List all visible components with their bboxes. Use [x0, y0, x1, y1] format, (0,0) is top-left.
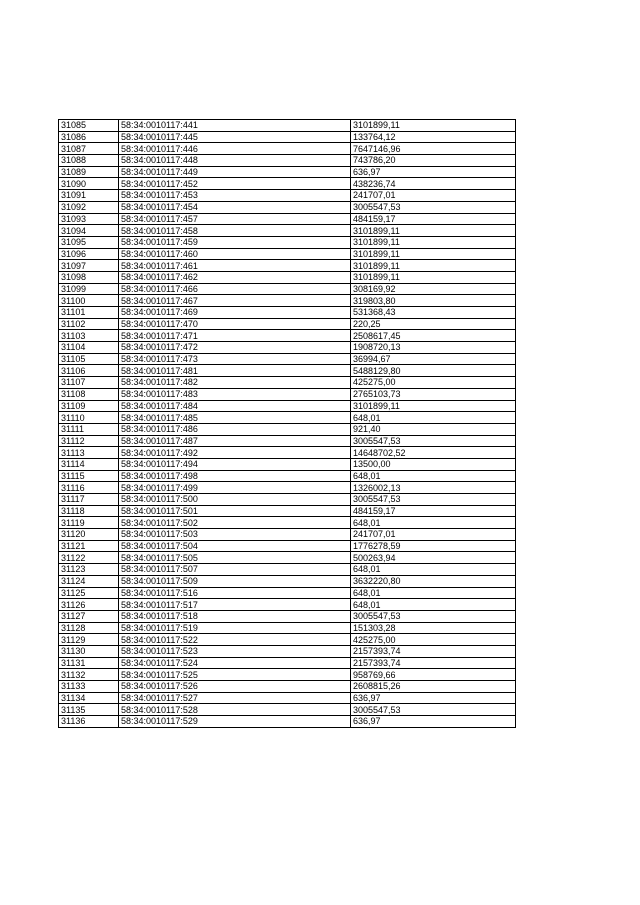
- value-cell: 13500,00: [351, 458, 516, 470]
- table-row: [59, 225, 516, 237]
- value-cell: 2608815,26: [351, 681, 516, 693]
- cadastral-number-cell: 58:34:0010117:486: [119, 423, 351, 435]
- table-row: [59, 166, 516, 178]
- row-number-cell: 31123: [59, 564, 119, 576]
- row-number-cell: 31101: [59, 307, 119, 319]
- value-cell: 319803,80: [351, 295, 516, 307]
- value-cell: 2765103,73: [351, 388, 516, 400]
- table-row: [59, 353, 516, 365]
- cadastral-number-cell: 58:34:0010117:523: [119, 645, 351, 657]
- table-row: [59, 365, 516, 377]
- row-number-cell: 31122: [59, 552, 119, 564]
- value-cell: 3005547,53: [351, 704, 516, 716]
- table-row: [59, 494, 516, 506]
- value-cell: 14648702,52: [351, 447, 516, 459]
- value-cell: 3101899,11: [351, 248, 516, 260]
- row-number-cell: 31093: [59, 213, 119, 225]
- table-row: [59, 716, 516, 728]
- cadastral-number-cell: 58:34:0010117:467: [119, 295, 351, 307]
- table-row: [59, 412, 516, 424]
- cadastral-number-cell: 58:34:0010117:526: [119, 681, 351, 693]
- row-number-cell: 31100: [59, 295, 119, 307]
- row-number-cell: 31096: [59, 248, 119, 260]
- value-cell: 921,40: [351, 423, 516, 435]
- table-row: [59, 669, 516, 681]
- row-number-cell: 31125: [59, 587, 119, 599]
- cadastral-number-cell: 58:34:0010117:522: [119, 634, 351, 646]
- row-number-cell: 31135: [59, 704, 119, 716]
- cadastral-number-cell: 58:34:0010117:503: [119, 529, 351, 541]
- table-row: [59, 318, 516, 330]
- row-number-cell: 31095: [59, 236, 119, 248]
- table-row: [59, 377, 516, 389]
- row-number-cell: 31134: [59, 692, 119, 704]
- row-number-cell: 31121: [59, 540, 119, 552]
- row-number-cell: 31088: [59, 155, 119, 167]
- row-number-cell: 31089: [59, 166, 119, 178]
- value-cell: 3005547,53: [351, 494, 516, 506]
- row-number-cell: 31092: [59, 201, 119, 213]
- cadastral-number-cell: 58:34:0010117:461: [119, 260, 351, 272]
- cadastral-number-cell: 58:34:0010117:516: [119, 587, 351, 599]
- row-number-cell: 31099: [59, 283, 119, 295]
- table-row: [59, 423, 516, 435]
- value-cell: 425275,00: [351, 634, 516, 646]
- value-cell: 958769,66: [351, 669, 516, 681]
- row-number-cell: 31128: [59, 622, 119, 634]
- cadastral-number-cell: 58:34:0010117:458: [119, 225, 351, 237]
- cadastral-number-cell: 58:34:0010117:505: [119, 552, 351, 564]
- row-number-cell: 31119: [59, 517, 119, 529]
- cadastral-number-cell: 58:34:0010117:482: [119, 377, 351, 389]
- table-row: [59, 505, 516, 517]
- cadastral-number-cell: 58:34:0010117:485: [119, 412, 351, 424]
- row-number-cell: 31136: [59, 716, 119, 728]
- value-cell: 3101899,11: [351, 260, 516, 272]
- cadastral-number-cell: 58:34:0010117:499: [119, 482, 351, 494]
- row-number-cell: 31098: [59, 271, 119, 283]
- table-row: [59, 517, 516, 529]
- row-number-cell: 31127: [59, 610, 119, 622]
- table-row: [59, 587, 516, 599]
- value-cell: 7647146,96: [351, 143, 516, 155]
- value-cell: 36994,67: [351, 353, 516, 365]
- cadastral-number-cell: 58:34:0010117:498: [119, 470, 351, 482]
- table-row: [59, 178, 516, 190]
- table-row: [59, 552, 516, 564]
- cadastral-number-cell: 58:34:0010117:492: [119, 447, 351, 459]
- value-cell: 648,01: [351, 587, 516, 599]
- row-number-cell: 31102: [59, 318, 119, 330]
- table-row: [59, 155, 516, 167]
- table-row: [59, 610, 516, 622]
- row-number-cell: 31086: [59, 131, 119, 143]
- table-row: [59, 540, 516, 552]
- row-number-cell: 31106: [59, 365, 119, 377]
- value-cell: 648,01: [351, 564, 516, 576]
- value-cell: 648,01: [351, 599, 516, 611]
- table-row: [59, 143, 516, 155]
- value-cell: 648,01: [351, 470, 516, 482]
- row-number-cell: 31116: [59, 482, 119, 494]
- table-row: [59, 634, 516, 646]
- row-number-cell: 31117: [59, 494, 119, 506]
- table-row: [59, 681, 516, 693]
- value-cell: 3005547,53: [351, 435, 516, 447]
- value-cell: 1326002,13: [351, 482, 516, 494]
- row-number-cell: 31090: [59, 178, 119, 190]
- value-cell: 308169,92: [351, 283, 516, 295]
- value-cell: 500263,94: [351, 552, 516, 564]
- data-table: [58, 119, 516, 728]
- table-row: [59, 131, 516, 143]
- table-row: [59, 283, 516, 295]
- table-row: [59, 271, 516, 283]
- cadastral-number-cell: 58:34:0010117:494: [119, 458, 351, 470]
- row-number-cell: 31124: [59, 575, 119, 587]
- row-number-cell: 31118: [59, 505, 119, 517]
- value-cell: 133764,12: [351, 131, 516, 143]
- table-row: [59, 704, 516, 716]
- table-row: [59, 470, 516, 482]
- table-row: [59, 435, 516, 447]
- value-cell: 241707,01: [351, 529, 516, 541]
- cadastral-number-cell: 58:34:0010117:449: [119, 166, 351, 178]
- row-number-cell: 31115: [59, 470, 119, 482]
- value-cell: 484159,17: [351, 213, 516, 225]
- value-cell: 241707,01: [351, 190, 516, 202]
- row-number-cell: 31109: [59, 400, 119, 412]
- table-row: [59, 400, 516, 412]
- row-number-cell: 31105: [59, 353, 119, 365]
- value-cell: 438236,74: [351, 178, 516, 190]
- row-number-cell: 31113: [59, 447, 119, 459]
- value-cell: 1776278,59: [351, 540, 516, 552]
- table-row: [59, 213, 516, 225]
- row-number-cell: 31131: [59, 657, 119, 669]
- value-cell: 3101899,11: [351, 120, 516, 132]
- value-cell: 531368,43: [351, 307, 516, 319]
- cadastral-number-cell: 58:34:0010117:470: [119, 318, 351, 330]
- value-cell: 220,25: [351, 318, 516, 330]
- cadastral-number-cell: 58:34:0010117:501: [119, 505, 351, 517]
- table-row: [59, 458, 516, 470]
- value-cell: 648,01: [351, 412, 516, 424]
- cadastral-number-cell: 58:34:0010117:472: [119, 342, 351, 354]
- value-cell: 3101899,11: [351, 236, 516, 248]
- table-row: [59, 236, 516, 248]
- cadastral-number-cell: 58:34:0010117:525: [119, 669, 351, 681]
- table-row: [59, 529, 516, 541]
- value-cell: 3101899,11: [351, 271, 516, 283]
- cadastral-number-cell: 58:34:0010117:509: [119, 575, 351, 587]
- row-number-cell: 31087: [59, 143, 119, 155]
- value-cell: 2508617,45: [351, 330, 516, 342]
- value-cell: 3632220,80: [351, 575, 516, 587]
- value-cell: 3005547,53: [351, 610, 516, 622]
- table-row: [59, 295, 516, 307]
- cadastral-number-cell: 58:34:0010117:524: [119, 657, 351, 669]
- row-number-cell: 31133: [59, 681, 119, 693]
- row-number-cell: 31085: [59, 120, 119, 132]
- cadastral-number-cell: 58:34:0010117:487: [119, 435, 351, 447]
- cadastral-number-cell: 58:34:0010117:529: [119, 716, 351, 728]
- value-cell: 484159,17: [351, 505, 516, 517]
- cadastral-number-cell: 58:34:0010117:504: [119, 540, 351, 552]
- value-cell: 2157393,74: [351, 657, 516, 669]
- table-row: [59, 120, 516, 132]
- cadastral-number-cell: 58:34:0010117:528: [119, 704, 351, 716]
- value-cell: 425275,00: [351, 377, 516, 389]
- cadastral-number-cell: 58:34:0010117:527: [119, 692, 351, 704]
- table-row: [59, 482, 516, 494]
- cadastral-number-cell: 58:34:0010117:518: [119, 610, 351, 622]
- cadastral-number-cell: 58:34:0010117:483: [119, 388, 351, 400]
- table-row: [59, 564, 516, 576]
- table-row: [59, 599, 516, 611]
- cadastral-number-cell: 58:34:0010117:466: [119, 283, 351, 295]
- cadastral-number-cell: 58:34:0010117:460: [119, 248, 351, 260]
- cadastral-number-cell: 58:34:0010117:446: [119, 143, 351, 155]
- table-row: [59, 645, 516, 657]
- row-number-cell: 31108: [59, 388, 119, 400]
- cadastral-number-cell: 58:34:0010117:471: [119, 330, 351, 342]
- row-number-cell: 31132: [59, 669, 119, 681]
- row-number-cell: 31130: [59, 645, 119, 657]
- cadastral-number-cell: 58:34:0010117:481: [119, 365, 351, 377]
- cadastral-number-cell: 58:34:0010117:500: [119, 494, 351, 506]
- cadastral-number-cell: 58:34:0010117:469: [119, 307, 351, 319]
- cadastral-number-cell: 58:34:0010117:453: [119, 190, 351, 202]
- table-row: [59, 575, 516, 587]
- value-cell: 3005547,53: [351, 201, 516, 213]
- value-cell: 648,01: [351, 517, 516, 529]
- cadastral-number-cell: 58:34:0010117:452: [119, 178, 351, 190]
- row-number-cell: 31091: [59, 190, 119, 202]
- cadastral-number-cell: 58:34:0010117:473: [119, 353, 351, 365]
- row-number-cell: 31094: [59, 225, 119, 237]
- cadastral-number-cell: 58:34:0010117:519: [119, 622, 351, 634]
- row-number-cell: 31104: [59, 342, 119, 354]
- value-cell: 636,97: [351, 716, 516, 728]
- table-row: [59, 330, 516, 342]
- value-cell: 151303,28: [351, 622, 516, 634]
- value-cell: 636,97: [351, 166, 516, 178]
- row-number-cell: 31103: [59, 330, 119, 342]
- cadastral-number-cell: 58:34:0010117:507: [119, 564, 351, 576]
- row-number-cell: 31112: [59, 435, 119, 447]
- table-row: [59, 190, 516, 202]
- row-number-cell: 31129: [59, 634, 119, 646]
- value-cell: 1908720,13: [351, 342, 516, 354]
- cadastral-number-cell: 58:34:0010117:448: [119, 155, 351, 167]
- table-row: [59, 388, 516, 400]
- cadastral-number-cell: 58:34:0010117:459: [119, 236, 351, 248]
- row-number-cell: 31114: [59, 458, 119, 470]
- value-cell: 2157393,74: [351, 645, 516, 657]
- table-row: [59, 248, 516, 260]
- value-cell: 3101899,11: [351, 225, 516, 237]
- row-number-cell: 31111: [59, 423, 119, 435]
- cadastral-number-cell: 58:34:0010117:517: [119, 599, 351, 611]
- table-row: [59, 201, 516, 213]
- value-cell: 743786,20: [351, 155, 516, 167]
- row-number-cell: 31126: [59, 599, 119, 611]
- value-cell: 636,97: [351, 692, 516, 704]
- table-row: [59, 260, 516, 272]
- table-row: [59, 342, 516, 354]
- row-number-cell: 31097: [59, 260, 119, 272]
- cadastral-number-cell: 58:34:0010117:441: [119, 120, 351, 132]
- table-row: [59, 657, 516, 669]
- cadastral-number-cell: 58:34:0010117:457: [119, 213, 351, 225]
- table-row: [59, 692, 516, 704]
- cadastral-number-cell: 58:34:0010117:484: [119, 400, 351, 412]
- value-cell: 3101899,11: [351, 400, 516, 412]
- row-number-cell: 31107: [59, 377, 119, 389]
- cadastral-number-cell: 58:34:0010117:454: [119, 201, 351, 213]
- row-number-cell: 31110: [59, 412, 119, 424]
- cadastral-number-cell: 58:34:0010117:462: [119, 271, 351, 283]
- row-number-cell: 31120: [59, 529, 119, 541]
- cadastral-number-cell: 58:34:0010117:445: [119, 131, 351, 143]
- value-cell: 5488129,80: [351, 365, 516, 377]
- table-body: [59, 120, 516, 728]
- table-row: [59, 447, 516, 459]
- cadastral-number-cell: 58:34:0010117:502: [119, 517, 351, 529]
- table-row: [59, 622, 516, 634]
- table-row: [59, 307, 516, 319]
